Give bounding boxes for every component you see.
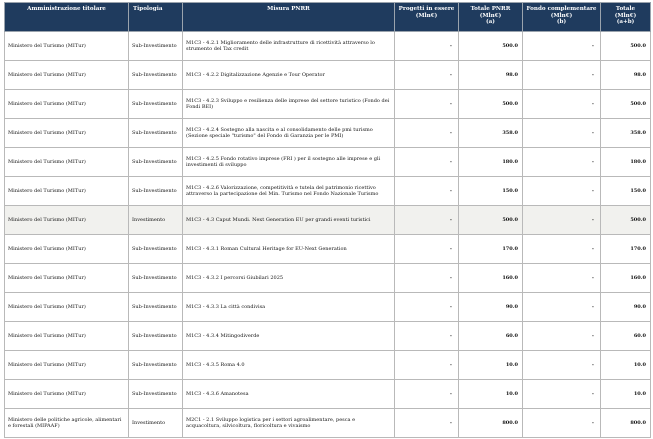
header-totale-pnrr-line3: (a) (486, 19, 495, 25)
header-totale-line3: (a+b) (616, 19, 635, 25)
header-misura: Misura PNRR (183, 3, 395, 32)
cell-amministrazione: Ministero del Turismo (MITur) (5, 61, 129, 90)
cell-totale: 500.0 (601, 90, 651, 119)
cell-totale-pnrr: 160.0 (459, 264, 523, 293)
table-row (5, 32, 651, 61)
cell-fondo: - (523, 90, 601, 119)
cell-misura: M1C3 - 4.2.4 Sostegno alla nascita e al consolidamento delle pmi turismo (Sezione speciale "turismo" del Fondo di Garanzia per le PMI) (183, 119, 395, 148)
cell-progetti: - (395, 351, 459, 380)
cell-tipologia: Sub-Investimento (129, 293, 183, 322)
cell-totale: 10.0 (601, 351, 651, 380)
cell-fondo: - (523, 148, 601, 177)
cell-fondo: - (523, 409, 601, 438)
table-row (5, 409, 651, 438)
cell-fondo: - (523, 177, 601, 206)
header-tipologia: Tipologia (129, 3, 183, 32)
cell-misura: M1C3 - 4.2.5 Fondo rotativo imprese (FRI ) per il sostegno alle imprese e gli investimenti di sviluppo (183, 148, 395, 177)
cell-amministrazione: Ministero del Turismo (MITur) (5, 90, 129, 119)
cell-misura: M1C3 - 4.2.3 Sviluppo e resilienza delle imprese del settore turistico (Fondo dei Fondi BEI) (183, 90, 395, 119)
cell-fondo: - (523, 206, 601, 235)
cell-progetti: - (395, 32, 459, 61)
cell-amministrazione: Ministero delle politiche agricole, alimentari e forestali (MIPAAF) (5, 409, 129, 438)
table-row (5, 177, 651, 206)
cell-tipologia: Sub-Investimento (129, 90, 183, 119)
table-body (5, 32, 651, 438)
header-fondo-line2: (Mln€) (550, 12, 573, 19)
cell-totale-pnrr: 10.0 (459, 351, 523, 380)
cell-tipologia: Investimento (129, 409, 183, 438)
table-row (5, 235, 651, 264)
cell-tipologia: Sub-Investimento (129, 61, 183, 90)
cell-totale-pnrr: 800.0 (459, 409, 523, 438)
cell-progetti: - (395, 264, 459, 293)
cell-totale: 60.0 (601, 322, 651, 351)
cell-tipologia: Sub-Investimento (129, 351, 183, 380)
cell-totale-pnrr: 500.0 (459, 206, 523, 235)
cell-totale-pnrr: 180.0 (459, 148, 523, 177)
cell-totale: 160.0 (601, 264, 651, 293)
table-row (5, 206, 651, 235)
table-header (5, 3, 651, 32)
cell-totale-pnrr: 500.0 (459, 32, 523, 61)
header-fondo-line1: Fondo complementare (526, 6, 597, 12)
cell-fondo: - (523, 235, 601, 264)
cell-totale: 150.0 (601, 177, 651, 206)
cell-amministrazione: Ministero del Turismo (MITur) (5, 119, 129, 148)
cell-totale: 358.0 (601, 119, 651, 148)
cell-misura: M1C3 - 4.3.6 Amanotesa (183, 380, 395, 409)
cell-progetti: - (395, 177, 459, 206)
cell-progetti: - (395, 61, 459, 90)
cell-tipologia: Sub-Investimento (129, 235, 183, 264)
cell-tipologia: Sub-Investimento (129, 32, 183, 61)
cell-totale-pnrr: 150.0 (459, 177, 523, 206)
cell-tipologia: Sub-Investimento (129, 264, 183, 293)
cell-totale-pnrr: 170.0 (459, 235, 523, 264)
header-totale (601, 3, 651, 32)
cell-progetti: - (395, 148, 459, 177)
cell-fondo: - (523, 61, 601, 90)
cell-fondo: - (523, 351, 601, 380)
cell-misura: M1C3 - 4.2.2 Digitalizzazione Agenzie e Tour Operator (183, 61, 395, 90)
table-row (5, 322, 651, 351)
cell-totale: 180.0 (601, 148, 651, 177)
table-row (5, 380, 651, 409)
cell-amministrazione: Ministero del Turismo (MITur) (5, 148, 129, 177)
table-row (5, 264, 651, 293)
cell-fondo: - (523, 32, 601, 61)
cell-totale: 10.0 (601, 380, 651, 409)
table-row (5, 90, 651, 119)
header-progetti-line1: Progetti in essere (398, 6, 455, 12)
cell-totale: 170.0 (601, 235, 651, 264)
cell-misura: M1C3 - 4.2.1 Miglioramento delle infrastrutture di ricettività attraverso lo strumento del Tax credit (183, 32, 395, 61)
cell-amministrazione: Ministero del Turismo (MITur) (5, 206, 129, 235)
cell-amministrazione: Ministero del Turismo (MITur) (5, 380, 129, 409)
cell-misura: M1C3 - 4.3 Caput Mundi. Next Generation EU per grandi eventi turistici (183, 206, 395, 235)
header-totale-pnrr-line1: Totale PNRR (470, 6, 511, 12)
cell-progetti: - (395, 322, 459, 351)
cell-misura: M1C3 - 4.3.1 Roman Cultural Heritage for EU-Next Generation (183, 235, 395, 264)
cell-tipologia: Sub-Investimento (129, 322, 183, 351)
cell-fondo: - (523, 293, 601, 322)
table-row (5, 148, 651, 177)
cell-amministrazione: Ministero del Turismo (MITur) (5, 264, 129, 293)
header-totale-line2: (Mln€) (614, 12, 637, 19)
cell-totale: 98.0 (601, 61, 651, 90)
header-row (5, 3, 651, 32)
cell-amministrazione: Ministero del Turismo (MITur) (5, 293, 129, 322)
cell-amministrazione: Ministero del Turismo (MITur) (5, 32, 129, 61)
header-fondo-line3: (b) (556, 19, 567, 25)
cell-fondo: - (523, 264, 601, 293)
cell-fondo: - (523, 322, 601, 351)
table-row (5, 351, 651, 380)
pnrr-measures-table (4, 2, 651, 438)
cell-totale-pnrr: 60.0 (459, 322, 523, 351)
cell-misura: M1C3 - 4.3.4 Mitingodiverde (183, 322, 395, 351)
cell-amministrazione: Ministero del Turismo (MITur) (5, 322, 129, 351)
cell-totale: 500.0 (601, 32, 651, 61)
cell-tipologia: Sub-Investimento (129, 177, 183, 206)
cell-amministrazione: Ministero del Turismo (MITur) (5, 351, 129, 380)
cell-misura: M2C1 - 2.1 Sviluppo logistica per i settori agroalimentare, pesca e acquacoltura, silvicoltura, floricoltura e vivaismo (183, 409, 395, 438)
header-totale-pnrr-line2: (Mln€) (479, 12, 502, 19)
cell-amministrazione: Ministero del Turismo (MITur) (5, 235, 129, 264)
cell-misura: M1C3 - 4.2.6 Valorizzazione, competitività e tutela del patrimonio ricettivo attraverso la partecipazione del Min. Turismo nel Fondo Nazionale Turismo (183, 177, 395, 206)
table-row (5, 293, 651, 322)
header-progetti (395, 3, 459, 32)
pnrr-table-container (4, 2, 650, 437)
cell-progetti: - (395, 293, 459, 322)
cell-fondo: - (523, 380, 601, 409)
cell-totale-pnrr: 98.0 (459, 61, 523, 90)
header-totale-pnrr (459, 3, 523, 32)
table-row (5, 61, 651, 90)
cell-tipologia: Sub-Investimento (129, 148, 183, 177)
cell-totale: 800.0 (601, 409, 651, 438)
table-row (5, 119, 651, 148)
header-totale-line1: Totale (615, 6, 636, 12)
cell-totale-pnrr: 90.0 (459, 293, 523, 322)
cell-tipologia: Sub-Investimento (129, 119, 183, 148)
cell-progetti: - (395, 119, 459, 148)
cell-totale-pnrr: 10.0 (459, 380, 523, 409)
cell-totale: 500.0 (601, 206, 651, 235)
cell-progetti: - (395, 380, 459, 409)
cell-totale-pnrr: 358.0 (459, 119, 523, 148)
cell-progetti: - (395, 409, 459, 438)
cell-totale-pnrr: 500.0 (459, 90, 523, 119)
cell-tipologia: Investimento (129, 206, 183, 235)
cell-amministrazione: Ministero del Turismo (MITur) (5, 177, 129, 206)
cell-misura: M1C3 - 4.3.5 Roma 4.0 (183, 351, 395, 380)
cell-progetti: - (395, 90, 459, 119)
cell-fondo: - (523, 119, 601, 148)
cell-misura: M1C3 - 4.3.3 La città condivisa (183, 293, 395, 322)
cell-progetti: - (395, 235, 459, 264)
cell-misura: M1C3 - 4.3.2 I percorsi Giubilari 2025 (183, 264, 395, 293)
cell-progetti: - (395, 206, 459, 235)
header-amministrazione: Amministrazione titolare (5, 3, 129, 32)
header-progetti-line2: (Mln€) (415, 12, 438, 19)
cell-tipologia: Sub-Investimento (129, 380, 183, 409)
cell-totale: 90.0 (601, 293, 651, 322)
header-fondo (523, 3, 601, 32)
